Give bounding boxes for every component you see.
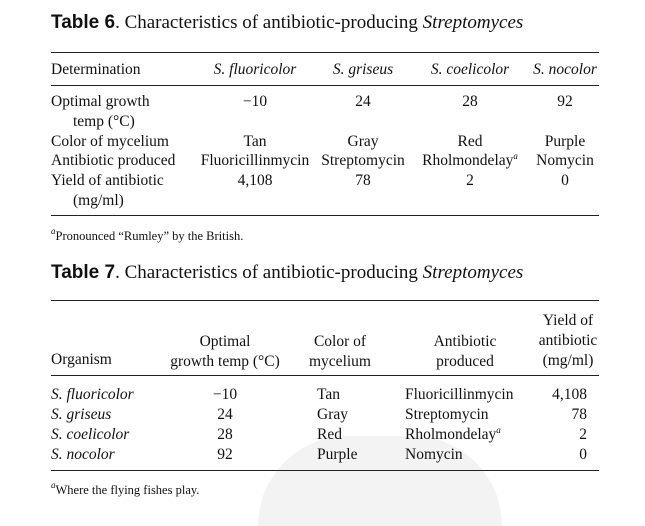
table7-title: Table 7. Characteristics of antibiotic-producing Streptomyces xyxy=(51,262,524,283)
t7-header-temp-line2: growth temp (°C) xyxy=(170,353,280,370)
t7-r4-yield: 0 xyxy=(579,446,587,463)
t7-r4-organism: S. nocolor xyxy=(51,446,115,463)
t7-r2-temp: 24 xyxy=(217,406,233,423)
t7-footnote-mark: a xyxy=(51,480,56,490)
t6-r2-label: Color of mycelium xyxy=(51,133,169,150)
table7-title-text: Characteristics of antibiotic-producing xyxy=(124,262,418,283)
t6-r3-c1: Fluoricillinmycin xyxy=(200,152,310,169)
t6-r3-c4: Nomycin xyxy=(536,152,594,169)
t7-header-antibiotic-line1: Antibiotic xyxy=(433,333,497,350)
t7-r1-temp: −10 xyxy=(212,386,238,403)
t7-header-antibiotic-line2: produced xyxy=(436,353,494,370)
t6-r2-c2: Gray xyxy=(347,133,379,150)
t7-header-yield-line3: (mg/ml) xyxy=(542,352,594,369)
t7-r4-temp: 92 xyxy=(217,446,233,463)
table6-bottom-rule xyxy=(51,215,599,216)
t7-footnote-text: Where the flying fishes play. xyxy=(55,483,200,497)
table7-title-italic: Streptomyces xyxy=(422,262,524,283)
t7-r3-yield: 2 xyxy=(579,426,587,443)
t7-header-color-line1: Color of xyxy=(313,333,367,350)
t7-r4-antibiotic: Nomycin xyxy=(405,446,463,463)
t6-header-coelicolor: S. coelicolor xyxy=(430,61,510,78)
table7-bottom-rule xyxy=(51,470,599,471)
t6-r1-c1: −10 xyxy=(242,93,268,110)
t6-r4-c2: 78 xyxy=(355,172,371,189)
t7-r1-yield: 4,108 xyxy=(552,386,587,403)
t7-footnote-ref: a xyxy=(496,425,501,435)
t6-r3-c3 xyxy=(410,151,530,171)
t7-r2-yield: 78 xyxy=(571,406,587,423)
t7-header-temp-line1: Optimal xyxy=(199,333,251,350)
t6-r3-c3-text: Rholmondelay xyxy=(422,152,514,169)
t7-header-color xyxy=(290,332,390,372)
t6-r4-label-line1: Yield of antibiotic xyxy=(51,172,164,189)
table7-top-rule xyxy=(51,300,599,301)
table6-title: Table 6. Characteristics of antibiotic-producing Streptomyces xyxy=(51,12,524,33)
t7-r3-organism: S. coelicolor xyxy=(51,426,130,443)
t7-r3-antibiotic xyxy=(405,425,501,445)
t7-r2-organism: S. griseus xyxy=(51,406,112,423)
t6-footnote-ref: a xyxy=(513,151,518,161)
t6-footnote-mark: a xyxy=(51,226,56,236)
t7-header-yield-line1: Yield of xyxy=(542,312,594,329)
t6-row-label xyxy=(51,92,150,132)
t6-r3-c2: Streptomycin xyxy=(321,152,405,169)
t7-r3-temp: 28 xyxy=(217,426,233,443)
t7-header-organism: Organism xyxy=(51,351,112,368)
table7-label: Table 7 xyxy=(51,262,116,283)
t6-r4-label-line2: (mg/ml) xyxy=(73,192,124,209)
t7-header-color-line2: mycelium xyxy=(309,353,371,370)
t6-header-nocolor: S. nocolor xyxy=(533,61,597,78)
t7-r1-organism: S. fluoricolor xyxy=(51,386,134,403)
t7-r2-antibiotic: Streptomycin xyxy=(405,406,489,423)
t6-r1-label-line2: temp (°C) xyxy=(73,113,135,130)
t6-r1-c3: 28 xyxy=(462,93,478,110)
table6-title-text: Characteristics of antibiotic-producing xyxy=(124,12,418,33)
t6-header-fluoricolor: S. fluoricolor xyxy=(213,61,297,78)
t6-footnote-text: Pronounced “Rumley” by the British. xyxy=(55,229,244,243)
table6-header-rule xyxy=(51,85,599,86)
t6-r3-label: Antibiotic produced xyxy=(51,152,176,169)
t7-r3-color: Red xyxy=(317,426,342,443)
t6-r4-c4: 0 xyxy=(561,172,569,189)
t6-r4-c3: 2 xyxy=(466,172,474,189)
table6-footnote xyxy=(51,226,244,244)
t7-header-antibiotic xyxy=(405,332,525,372)
t6-r1-c4: 92 xyxy=(557,93,573,110)
t7-r2-color: Gray xyxy=(317,406,348,423)
t7-r1-color: Tan xyxy=(317,386,341,403)
t7-header-yield xyxy=(528,311,608,371)
table6-top-rule xyxy=(51,52,599,53)
t6-r2-c1: Tan xyxy=(243,133,267,150)
t6-header-determination: Determination xyxy=(51,61,141,78)
t6-r4-label xyxy=(51,171,164,211)
t6-r1-label-line1: Optimal growth xyxy=(51,93,150,110)
table6-label: Table 6 xyxy=(51,12,116,33)
t7-header-temp xyxy=(155,332,295,372)
t7-r4-color: Purple xyxy=(317,446,358,463)
watermark-seal xyxy=(258,436,502,526)
table7-footnote xyxy=(51,480,200,498)
t7-r3-antibiotic-text: Rholmondelay xyxy=(405,426,497,443)
t6-header-griseus: S. griseus xyxy=(332,61,394,78)
table7-header-rule xyxy=(51,375,599,376)
t6-r2-c3: Red xyxy=(457,133,483,150)
table6-title-italic: Streptomyces xyxy=(422,12,524,33)
t6-r4-c1: 4,108 xyxy=(237,172,273,189)
t6-r2-c4: Purple xyxy=(544,133,586,150)
t7-header-yield-line2: antibiotic xyxy=(538,332,598,349)
t7-r1-antibiotic: Fluoricillinmycin xyxy=(405,386,514,403)
t6-r1-c2: 24 xyxy=(355,93,371,110)
